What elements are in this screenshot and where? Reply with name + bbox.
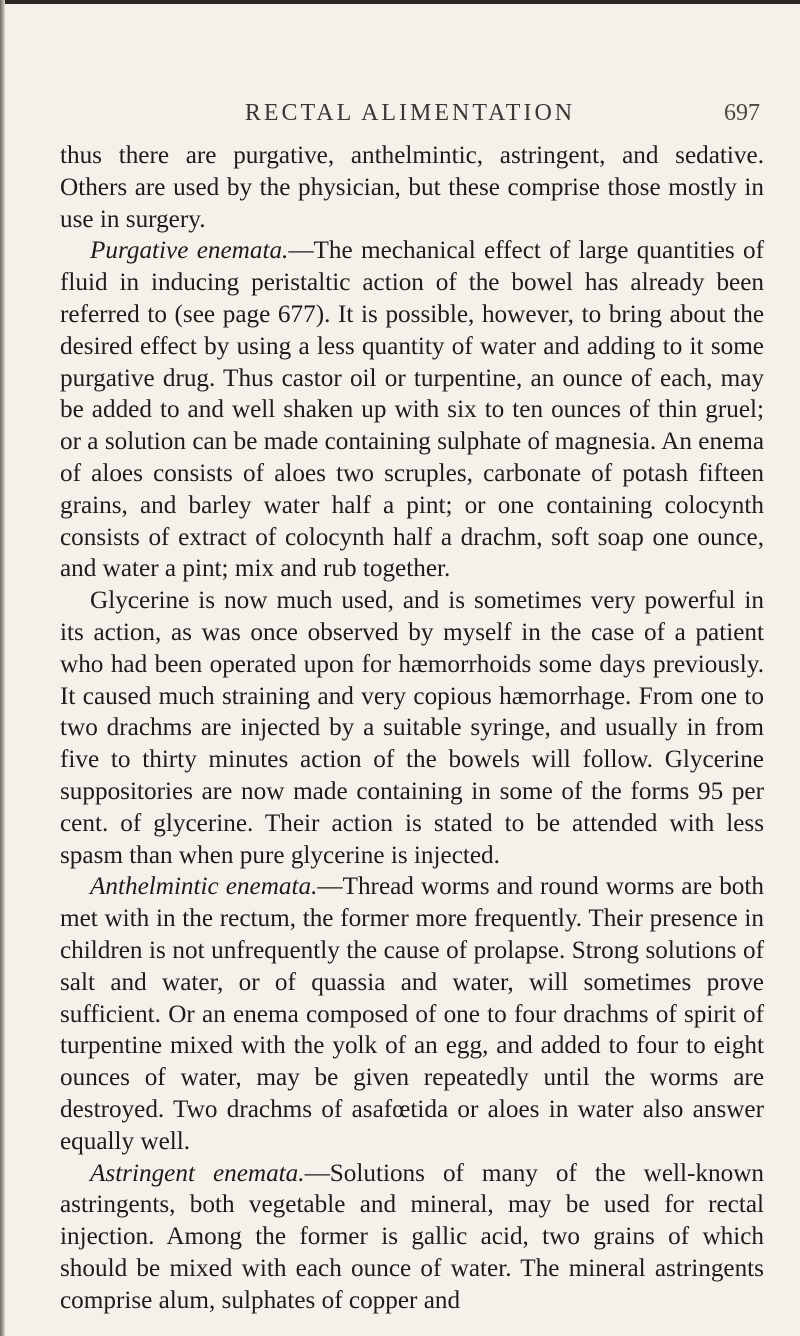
section-lead-purgative: Purgative enemata. xyxy=(90,237,289,265)
paragraph-continuation xyxy=(60,140,764,235)
section-lead-anthelmintic: Anthelmintic enemata. xyxy=(90,873,318,901)
paragraph-astringent-enemata xyxy=(60,1158,764,1317)
body-text xyxy=(60,140,764,1316)
paragraph-text: thus there are purgative, anthelmintic, astringent, and sedative. Others are used by the physician, but these comprise those mostly in use in surgery. xyxy=(60,142,764,233)
page-number: 697 xyxy=(724,100,760,126)
page-binding-edge xyxy=(0,0,5,1336)
paragraph-anthelmintic-enemata xyxy=(60,871,764,1157)
paragraph-text: —The mechanical effect of large quantities of fluid in inducing peristaltic action of the bowel has already been referred to (see page 677). It is possible, however, to bring about the desired effect by using a less quantity of water and adding to it some purgative drug. Thus castor oil or turpentine, an ounce of each, may be added to and well shaken up with six to ten ounces of thin gruel; or a solution can be made containing sulphate of magnesia. An enema of aloes consists of aloes two scruples, carbonate of potash fifteen grains, and barley water half a pint; or one containing colocynth consists of extract of colocynth half a drachm, soft soap one ounce, and water a pint; mix and rub together. xyxy=(60,237,765,583)
section-lead-astringent: Astringent enemata. xyxy=(90,1159,305,1187)
paragraph-text: —Solutions of many of the well-known astringents, both vegetable and mineral, may be used for rectal injection. Among the former is gallic acid, two grains of which should be mixed with each ounce of water. The mineral astringents comprise alum, sulphates of copper and xyxy=(60,1159,764,1314)
paragraph-purgative-enemata xyxy=(60,235,764,585)
paragraph-text: Glycerine is now much used, and is sometimes very powerful in its action, as was once observed by myself in the case of a patient who had been operated upon for hæmorrhoids some days previously. It caused much straining and very copious hæmorrhage. From one to two drachms are injected by a suitable syringe, and usually in from five to thirty minutes action of the bowels will follow. Glycerine suppositories are now made containing in some of the forms 95 per cent. of glycerine. Their action is stated to be attended with less spasm than when pure glycerine is injected. xyxy=(60,587,764,869)
page-header xyxy=(60,100,760,130)
paragraph-text: —Thread worms and round worms are both met with in the rectum, the former more frequently. Their presence in children is not unfrequently the cause of prolapse. Strong solutions of salt and water, or of quassia and water, will sometimes prove sufficient. Or an enema composed of one to four drachms of spirit of turpentine mixed with the yolk of an egg, and added to four to eight ounces of water, may be given repeatedly until the worms are destroyed. Two drachms of asafœtida or aloes in water also answer equally well. xyxy=(60,873,764,1155)
page-top-rule xyxy=(0,0,800,4)
paragraph-glycerine xyxy=(60,585,764,871)
running-head: RECTAL ALIMENTATION xyxy=(244,100,576,126)
